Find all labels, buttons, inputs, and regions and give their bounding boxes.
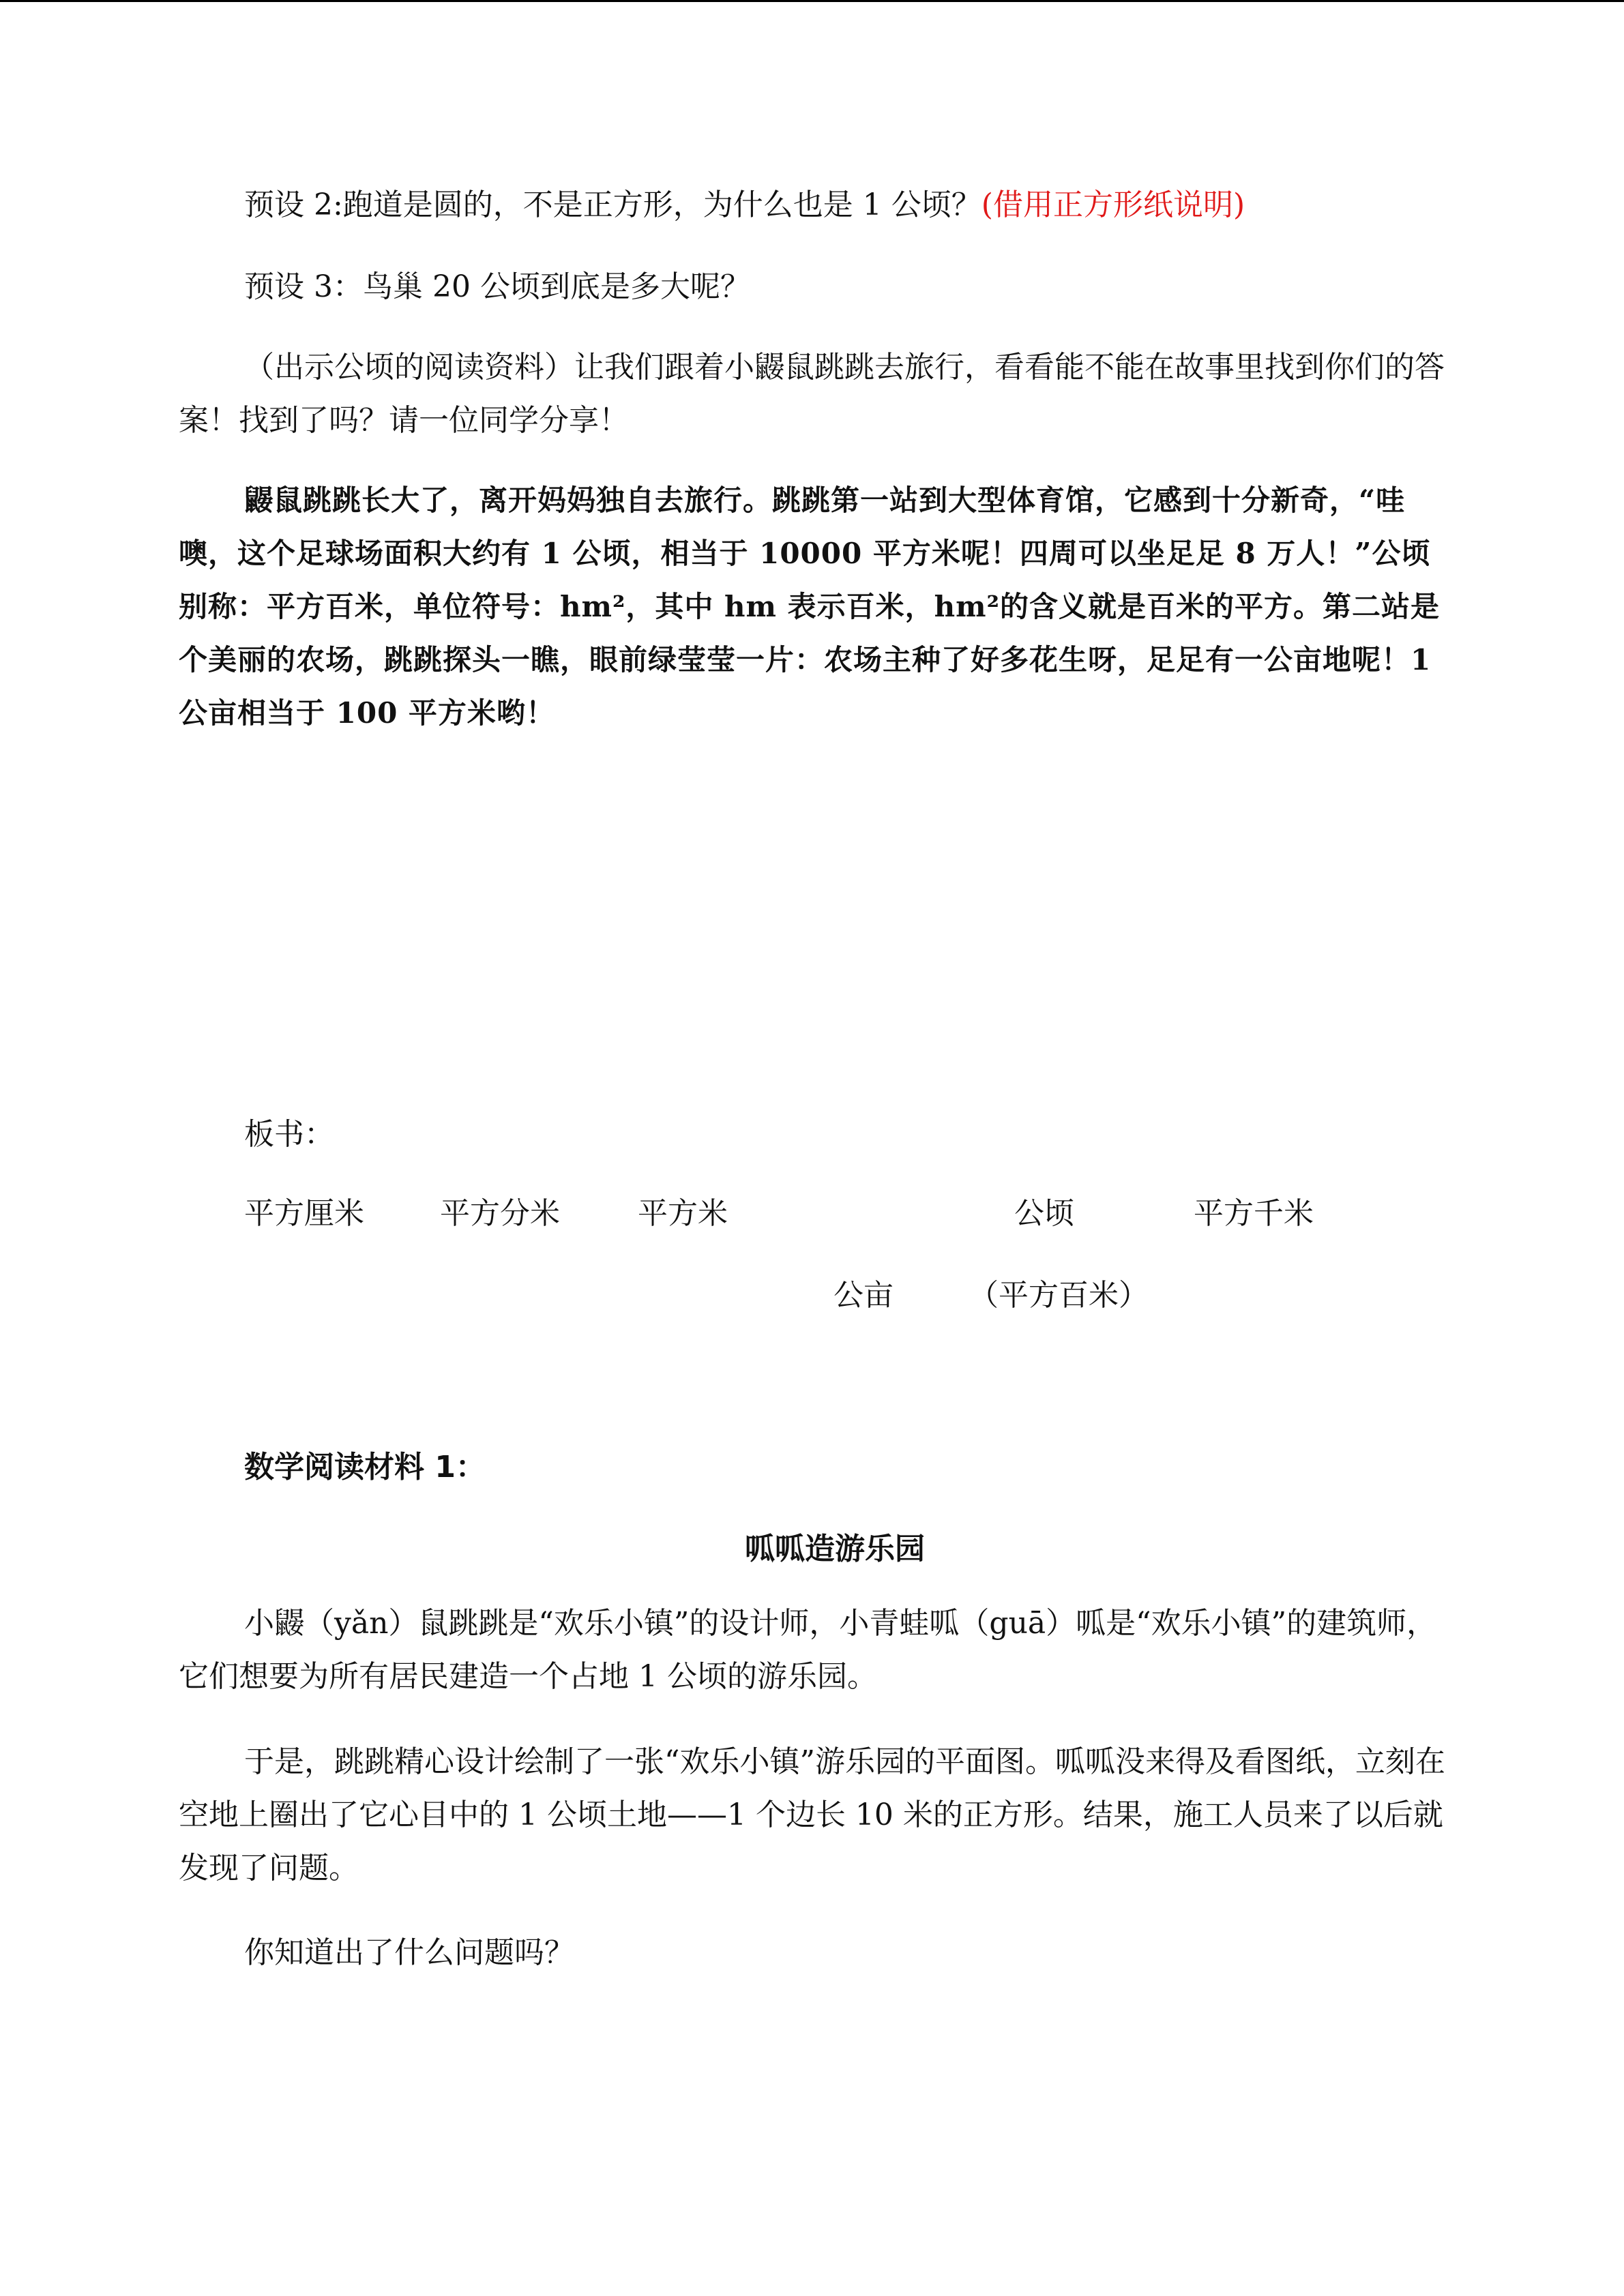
reading-title: 呱呱造游乐园: [745, 1532, 925, 1566]
board-label: 板书：: [244, 1117, 334, 1152]
page-top-border: [0, 0, 1624, 2]
unit-hectare: 公顷: [1014, 1196, 1074, 1231]
unit-are: 公亩: [833, 1278, 894, 1313]
preset-2-line: [244, 179, 1513, 232]
reading-paragraph-3: 你知道出了什么问题吗？: [244, 1935, 574, 1970]
board-units-row: [0, 1193, 1624, 1234]
intro-paragraph: （出示公顷的阅读资料）让我们跟着小鼹鼠跳跳去旅行，看看能不能在故事里找到你们的答案！找到了吗？请一位同学分享！: [179, 350, 1445, 438]
unit-square-meter: 平方米: [638, 1196, 728, 1231]
unit-are-alias: （平方百米）: [969, 1278, 1149, 1313]
unit-square-kilometer: 平方千米: [1194, 1196, 1314, 1231]
board-mu-row: [0, 1275, 1624, 1316]
unit-square-decimeter: 平方分米: [440, 1196, 560, 1231]
preset-2-text: 预设 2:跑道是圆的，不是正方形，为什么也是 1 公顷？: [244, 188, 981, 222]
reading-material-label: 数学阅读材料 1：: [244, 1450, 486, 1485]
reading-paragraph-2: 于是，跳跳精心设计绘制了一张“欢乐小镇”游乐园的平面图。呱呱没来得及看图纸，立刻在空地上圈出了它心目中的 1 公顷土地——1 个边长 10 米的正方形。结果，施工人员来了以后就发现了问题。: [179, 1744, 1445, 1885]
unit-square-centimeter: 平方厘米: [244, 1196, 364, 1231]
preset-2-note: (借用正方形纸说明): [981, 188, 1245, 222]
reading-paragraph-1: 小鼹（yǎn）鼠跳跳是“欢乐小镇”的设计师，小青蛙呱（guā）呱是“欢乐小镇”的建筑师，它们想要为所有居民建造一个占地 1 公顷的游乐园。: [179, 1606, 1437, 1694]
preset-3-line: 预设 3：鸟巢 20 公顷到底是多大呢？: [244, 269, 750, 304]
story-paragraph: 鼹鼠跳跳长大了，离开妈妈独自去旅行。跳跳第一站到大型体育馆，它感到十分新奇，“哇噢，这个足球场面积大约有 1 公顷，相当于 10000 平方米呢！四周可以坐足足 8 万人！”公顷别称：平方百米，单位符号：hm²，其中 hm 表示百米，hm²的含义就是百米的平方。第二站是个美丽的农场，跳跳探头一瞧，眼前绿莹莹一片：农场主种了好多花生呀，足足有一公亩地呢！1 公亩相当于 100 平方米哟！: [179, 483, 1440, 730]
